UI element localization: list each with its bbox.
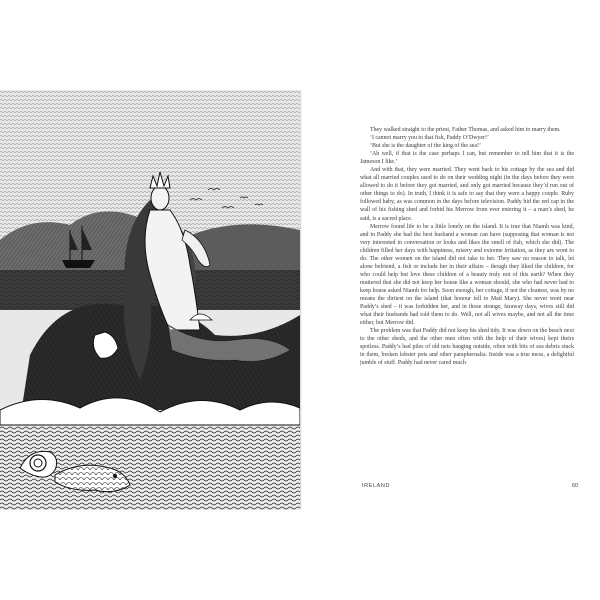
text-page	[302, 90, 600, 510]
paragraph: ‘Ah well, if that is the case perhaps I can, but remember to tell him that it is the Jameson I like.’	[360, 151, 574, 166]
ink-drawing	[0, 90, 300, 510]
paragraph: Merrow found life to be a little lonely on the island. It is true that Niamh was kind, and in Paddy she had the best husband a woman can have (supposing that woman is not very interested in conversation or looks and likes the smell of fish, which she did). The children filled her days with happiness, misery and extreme irritation, as they are wont to do. The other women on the island did not take to her. They saw no reason to talk, let alone befriend, a fish or include her in their affairs – though they liked the children, for who could help but love these children of a beauty truly not of this earth? When they muttered that she did not keep her house like a woman should, she who had never had to keep house asked Niamh for help. Soon enough, her cottage, if not the cleanest, was by no means the dirtiest on the island (that honour fell to Mad Mary). She never went near Paddy’s shed – it was forbidden her, and in those strange, faraway days, wives still did what their husbands had told them to do. Well, not all wives maybe, and not all the time either, but Merrow did.	[360, 223, 574, 327]
paragraph: ‘I cannot marry you to that fish, Paddy O’Dwyer!’	[370, 135, 489, 142]
mermaid-illustration	[0, 90, 300, 510]
mermaid-head	[151, 186, 169, 210]
running-footer: IRELAND	[362, 483, 391, 489]
book-spread	[0, 90, 600, 510]
paragraph: ‘But she is the daughter of the king of the sea!’	[370, 143, 481, 150]
paragraph: The problem was that Paddy did not keep his shed tidy. It was down on the beach next to the other sheds, and the other men often with the help of their wives) kept theirs spotless. Paddy’s had piles of old nets hanging outside, often with bits of sea debris stuck in them, broken lobster pots and other paraphernalia. Inside was a true mess, a delightful jumble of stuff. Paddy had never cared much	[360, 328, 574, 367]
body-text	[360, 126, 574, 367]
paragraph: And with that, they were married. They went back to his cottage by the sea and did what all married couples used to do on their wedding night (in the days before they were allowed to do it before they got married, and only got married because they’d run out of other things to do). In truth, I think it is safe to say that they were a happy couple. Ruby followed baby, as was common in the days before television. Paddy hid the red cap in the wall of his fishing shed and forbid his Merrow from ever entering it – a man’s shed, he said, is a sacred place.	[360, 167, 574, 222]
page-number: 60	[572, 483, 579, 489]
paragraph: They walked straight to the priest, Father Thomas, and asked him to marry them.	[370, 127, 561, 133]
